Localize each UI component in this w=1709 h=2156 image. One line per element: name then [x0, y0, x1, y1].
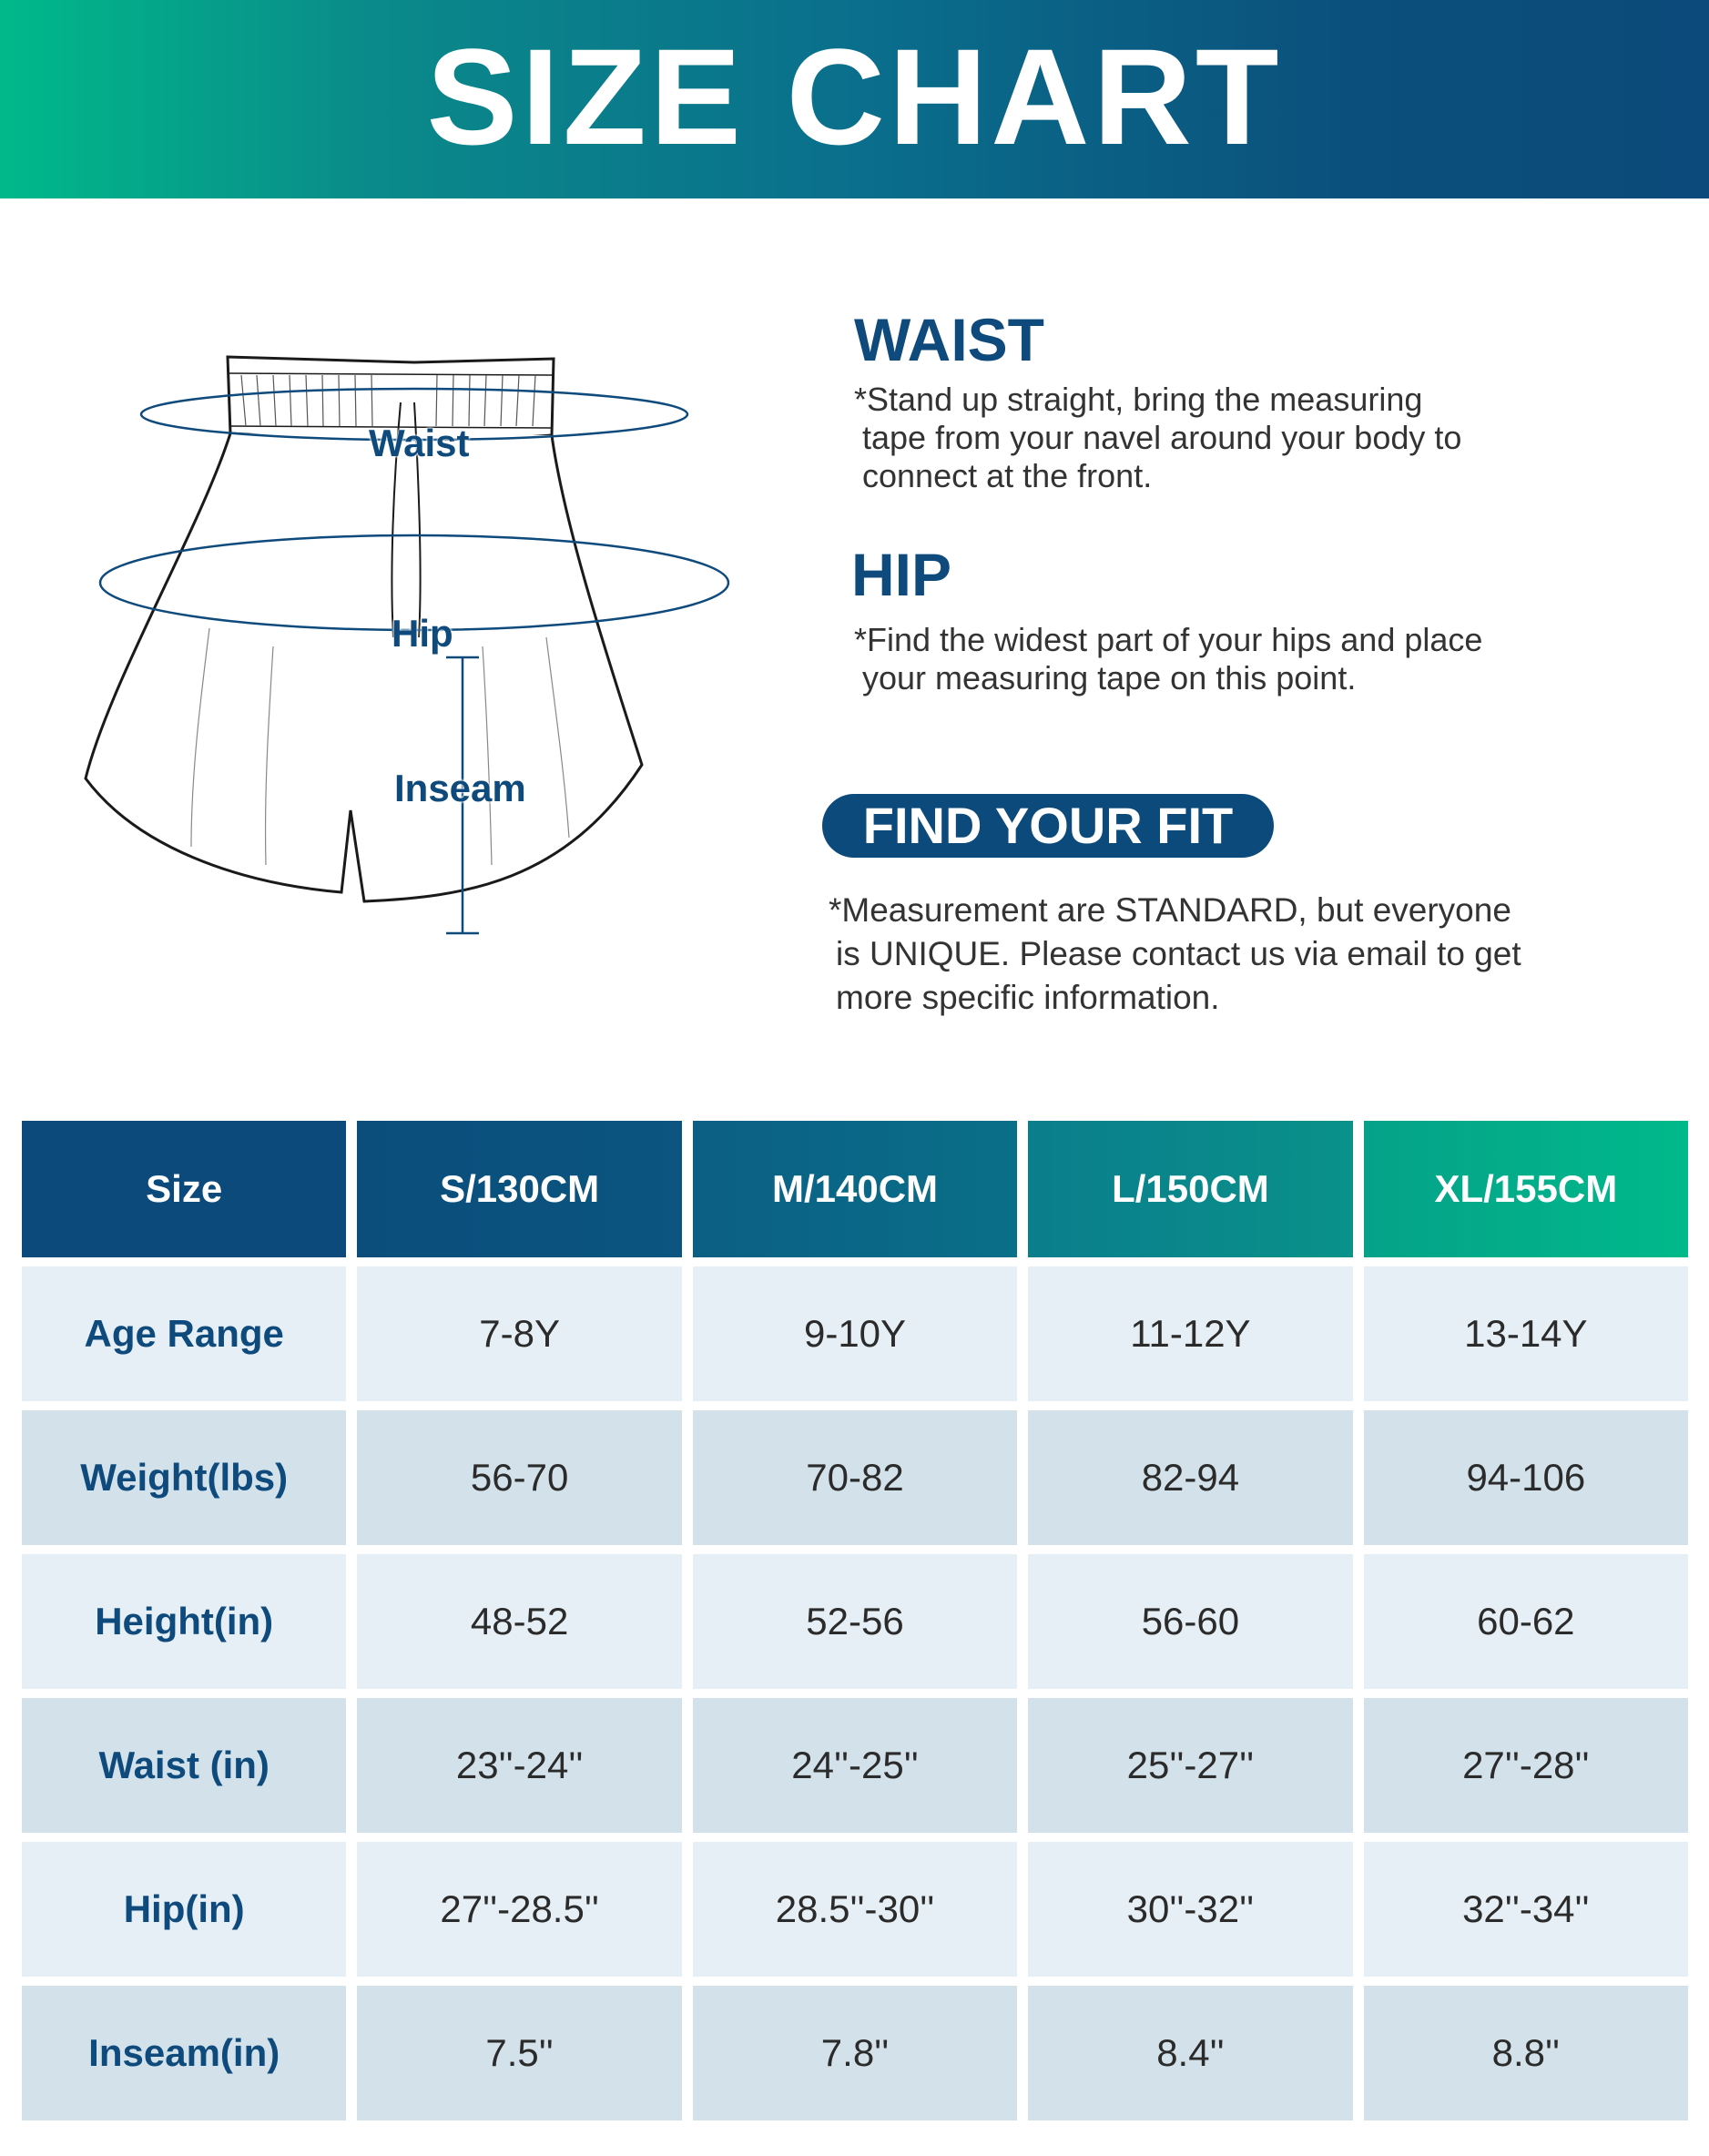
table-cell: 60-62: [1364, 1554, 1688, 1689]
fit-text-line-1: *Measurement are STANDARD, but everyone: [829, 891, 1511, 929]
row-label: Hip(in): [22, 1842, 346, 1977]
table-row: [22, 1986, 1688, 2120]
row-label: Inseam(in): [22, 1986, 346, 2120]
table-cell: 94-106: [1364, 1410, 1688, 1545]
table-cell: 25''-27'': [1028, 1698, 1352, 1833]
header-cell: M/140CM: [693, 1121, 1017, 1257]
row-label: Height(in): [22, 1554, 346, 1689]
header-cell: Size: [22, 1121, 346, 1257]
shorts-illustration: [55, 300, 783, 992]
fit-text-line-3: more specific information.: [836, 979, 1220, 1016]
waist-text-line-2: tape from your navel around your body to: [862, 419, 1462, 456]
table-cell: 24''-25'': [693, 1698, 1017, 1833]
row-label: Weight(lbs): [22, 1410, 346, 1545]
table-row: [22, 1266, 1688, 1401]
table-cell: 13-14Y: [1364, 1266, 1688, 1401]
header-cell: S/130CM: [357, 1121, 681, 1257]
fit-note: [829, 889, 1521, 1020]
table-cell: 30''-32'': [1028, 1842, 1352, 1977]
table-cell: 7-8Y: [357, 1266, 681, 1401]
table-cell: 56-60: [1028, 1554, 1352, 1689]
title-banner: [0, 0, 1709, 198]
row-label: Waist (in): [22, 1698, 346, 1833]
row-label: Age Range: [22, 1266, 346, 1401]
hip-text-line-1: *Find the widest part of your hips and place: [854, 621, 1483, 658]
table-cell: 28.5''-30'': [693, 1842, 1017, 1977]
table-header-row: [22, 1121, 1688, 1257]
table-cell: 52-56: [693, 1554, 1017, 1689]
table-row: [22, 1410, 1688, 1545]
find-your-fit-badge: FIND YOUR FIT: [822, 794, 1274, 858]
table-cell: 8.4'': [1028, 1986, 1352, 2120]
table-cell: 9-10Y: [693, 1266, 1017, 1401]
fit-text-line-2: is UNIQUE. Please contact us via email to get: [836, 935, 1521, 972]
table-cell: 7.8'': [693, 1986, 1017, 2120]
table-cell: 27''-28'': [1364, 1698, 1688, 1833]
table-row: [22, 1698, 1688, 1833]
waist-instructions: [854, 381, 1461, 495]
hip-text-line-2: your measuring tape on this point.: [862, 659, 1357, 697]
table-cell: 70-82: [693, 1410, 1017, 1545]
table-cell: 8.8'': [1364, 1986, 1688, 2120]
inseam-diagram-label: Inseam: [394, 767, 526, 809]
table-cell: 48-52: [357, 1554, 681, 1689]
table-row: [22, 1554, 1688, 1689]
header-cell: L/150CM: [1028, 1121, 1352, 1257]
table-cell: 82-94: [1028, 1410, 1352, 1545]
table-cell: 32''-34'': [1364, 1842, 1688, 1977]
waist-diagram-label: Waist: [369, 422, 470, 464]
header-cell: XL/155CM: [1364, 1121, 1688, 1257]
table-cell: 27''-28.5'': [357, 1842, 681, 1977]
size-table: [22, 1121, 1688, 2130]
waist-title: WAIST: [854, 306, 1044, 373]
waist-text-line-3: connect at the front.: [862, 457, 1153, 494]
waist-text-line-1: *Stand up straight, bring the measuring: [854, 381, 1423, 418]
table-cell: 23''-24'': [357, 1698, 681, 1833]
page-title: SIZE CHART: [426, 20, 1283, 173]
table-cell: 11-12Y: [1028, 1266, 1352, 1401]
table-cell: 56-70: [357, 1410, 681, 1545]
hip-title: HIP: [851, 541, 952, 608]
table-cell: 7.5'': [357, 1986, 681, 2120]
hip-diagram-label: Hip: [392, 612, 453, 655]
hip-instructions: [854, 621, 1482, 697]
table-row: [22, 1842, 1688, 1977]
